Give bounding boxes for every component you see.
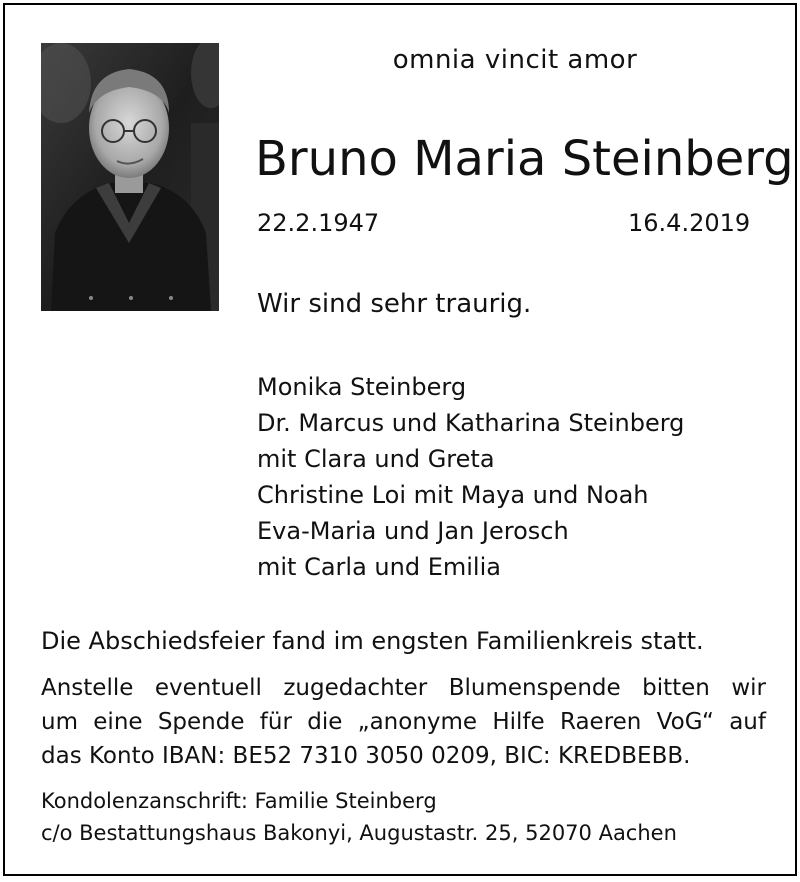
- condolence-address: [41, 785, 677, 849]
- portrait-photo: [41, 43, 219, 311]
- farewell-notice: Die Abschiedsfeier fand im engsten Familienkreis statt.: [41, 627, 704, 655]
- family-member: Monika Steinberg: [257, 373, 467, 401]
- family-member: mit Clara und Greta: [257, 445, 495, 473]
- donation-request: [41, 671, 766, 773]
- family-member: Eva-Maria und Jan Jerosch: [257, 517, 569, 545]
- condolence-line: Kondolenzanschrift: Familie Steinberg: [41, 789, 437, 813]
- donation-line: Anstelle eventuell zugedachter Blumenspende bitten wir: [41, 675, 766, 701]
- family-list: [257, 369, 684, 585]
- birth-date: 22.2.1947: [257, 209, 380, 237]
- death-date: 16.4.2019: [628, 209, 751, 237]
- motto: omnia vincit amor: [392, 45, 638, 75]
- condolence-line: c/o Bestattungshaus Bakonyi, Augustastr. 25, 52070 Aachen: [41, 821, 677, 845]
- obituary-notice: [3, 3, 797, 876]
- donation-line: um eine Spende für die „anonyme Hilfe Raeren VoG“ auf: [41, 709, 766, 735]
- family-member: mit Carla und Emilia: [257, 553, 501, 581]
- sentiment-line: Wir sind sehr traurig.: [257, 289, 532, 319]
- family-member: Christine Loi mit Maya und Noah: [257, 481, 649, 509]
- donation-bank-line: das Konto IBAN: BE52 7310 3050 0209, BIC: KREDBEBB.: [41, 743, 691, 769]
- deceased-name: Bruno Maria Steinberg: [255, 131, 794, 187]
- family-member: Dr. Marcus und Katharina Steinberg: [257, 409, 685, 437]
- portrait-image: [41, 43, 219, 311]
